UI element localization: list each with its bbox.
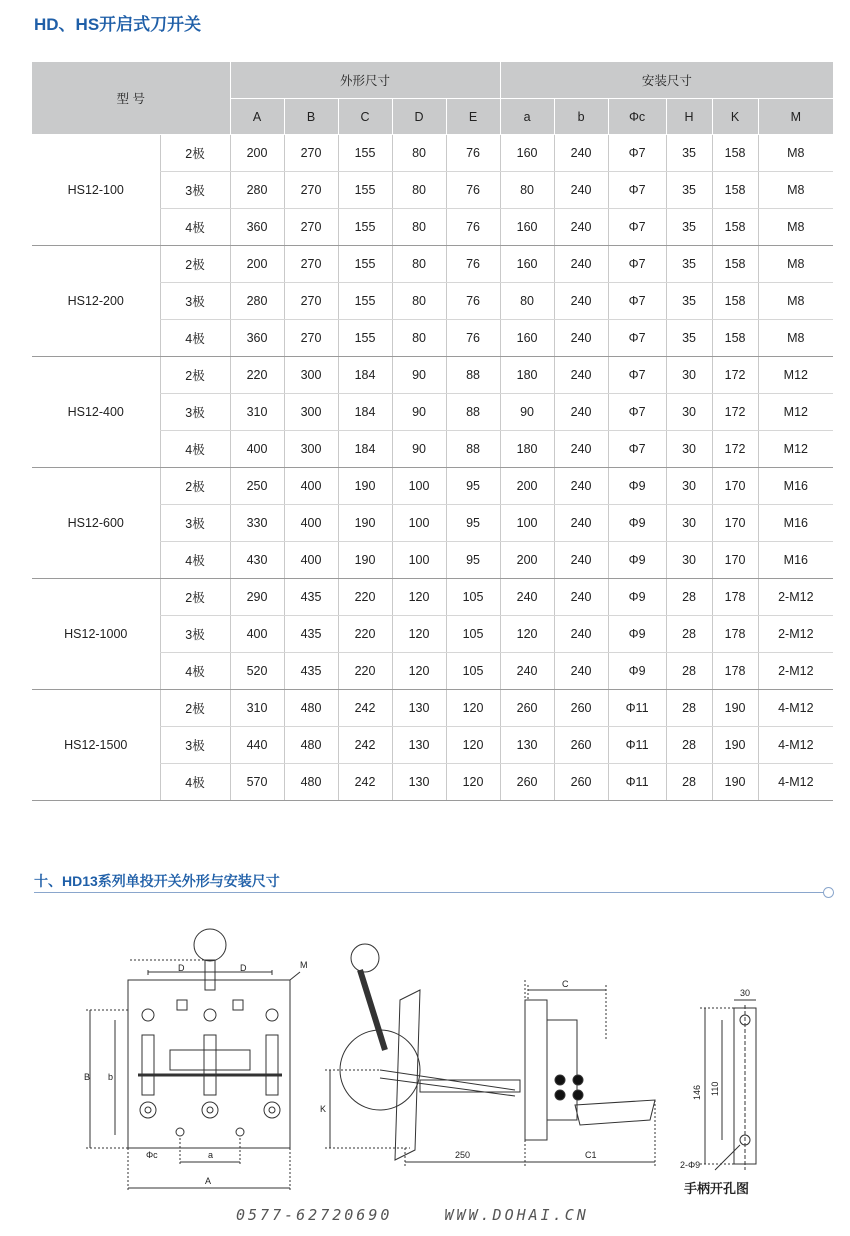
value-cell: Φ7 xyxy=(608,209,666,246)
value-cell: 4-M12 xyxy=(758,727,833,764)
value-cell: Φ11 xyxy=(608,764,666,801)
value-cell: 310 xyxy=(230,690,284,727)
value-cell: 2-M12 xyxy=(758,653,833,690)
value-cell: 400 xyxy=(230,431,284,468)
dim-label-big-b: B xyxy=(84,1072,91,1082)
value-cell: 172 xyxy=(712,431,758,468)
value-cell: 190 xyxy=(338,468,392,505)
pole-cell: 4极 xyxy=(160,764,230,801)
value-cell: 240 xyxy=(554,431,608,468)
dim-label-c: C xyxy=(562,979,569,989)
pole-cell: 2极 xyxy=(160,579,230,616)
dim-label-c1: C1 xyxy=(585,1150,597,1160)
handle-cutout-caption: 手柄开孔图 xyxy=(684,1181,750,1196)
value-cell: 240 xyxy=(500,579,554,616)
value-cell: 95 xyxy=(446,505,500,542)
dim-label-small-b: b xyxy=(108,1072,114,1082)
dim-label-small-a: a xyxy=(208,1150,214,1160)
value-cell: 80 xyxy=(392,135,446,172)
value-cell: 290 xyxy=(230,579,284,616)
model-cell: HS12-200 xyxy=(32,246,160,357)
value-cell: 270 xyxy=(284,209,338,246)
col-header: H xyxy=(666,99,712,135)
value-cell: 220 xyxy=(338,653,392,690)
footer-website: WWW.DOHAI.CN xyxy=(444,1206,589,1224)
value-cell: 76 xyxy=(446,246,500,283)
col-header: b xyxy=(554,99,608,135)
value-cell: 270 xyxy=(284,135,338,172)
value-cell: 30 xyxy=(666,431,712,468)
value-cell: 190 xyxy=(712,764,758,801)
dim-label-d2: D xyxy=(240,963,247,973)
value-cell: 76 xyxy=(446,172,500,209)
value-cell: 190 xyxy=(712,727,758,764)
value-cell: 240 xyxy=(554,542,608,579)
pole-cell: 4极 xyxy=(160,653,230,690)
pole-cell: 4极 xyxy=(160,542,230,579)
value-cell: 30 xyxy=(666,357,712,394)
value-cell: 570 xyxy=(230,764,284,801)
value-cell: 190 xyxy=(338,505,392,542)
table-row xyxy=(32,690,833,727)
dim-label-k: K xyxy=(320,1104,327,1114)
value-cell: 160 xyxy=(500,135,554,172)
value-cell: 35 xyxy=(666,172,712,209)
section-divider xyxy=(34,892,824,893)
value-cell: 270 xyxy=(284,283,338,320)
value-cell: 260 xyxy=(500,764,554,801)
value-cell: 76 xyxy=(446,283,500,320)
value-cell: 160 xyxy=(500,320,554,357)
value-cell: M16 xyxy=(758,542,833,579)
value-cell: 190 xyxy=(338,542,392,579)
value-cell: 76 xyxy=(446,320,500,357)
value-cell: 240 xyxy=(554,579,608,616)
value-cell: 310 xyxy=(230,394,284,431)
dim-label-big-a: A xyxy=(205,1176,212,1186)
value-cell: Φ9 xyxy=(608,653,666,690)
value-cell: Φ9 xyxy=(608,579,666,616)
footer-contact xyxy=(236,1206,629,1224)
dim-label-250: 250 xyxy=(455,1150,471,1160)
value-cell: 100 xyxy=(392,505,446,542)
value-cell: M8 xyxy=(758,246,833,283)
dim-label-holes: 2-Φ9 xyxy=(680,1160,701,1170)
value-cell: M16 xyxy=(758,468,833,505)
value-cell: 360 xyxy=(230,209,284,246)
pole-cell: 2极 xyxy=(160,468,230,505)
value-cell: 130 xyxy=(392,690,446,727)
table-row xyxy=(32,246,833,283)
value-cell: M8 xyxy=(758,172,833,209)
value-cell: 80 xyxy=(392,283,446,320)
value-cell: Φ9 xyxy=(608,542,666,579)
value-cell: Φ11 xyxy=(608,727,666,764)
install-dimensions-header: 安装尺寸 xyxy=(500,62,833,99)
value-cell: 28 xyxy=(666,727,712,764)
table-row xyxy=(32,468,833,505)
value-cell: 200 xyxy=(500,468,554,505)
value-cell: 160 xyxy=(500,209,554,246)
value-cell: 200 xyxy=(500,542,554,579)
value-cell: 170 xyxy=(712,542,758,579)
value-cell: 80 xyxy=(392,209,446,246)
value-cell: 300 xyxy=(284,394,338,431)
value-cell: 180 xyxy=(500,431,554,468)
value-cell: 28 xyxy=(666,616,712,653)
value-cell: 260 xyxy=(554,690,608,727)
col-header: K xyxy=(712,99,758,135)
section-divider-end-circle xyxy=(823,887,834,898)
value-cell: 28 xyxy=(666,690,712,727)
pole-cell: 3极 xyxy=(160,394,230,431)
value-cell: 170 xyxy=(712,468,758,505)
pole-cell: 3极 xyxy=(160,727,230,764)
value-cell: 158 xyxy=(712,246,758,283)
value-cell: 240 xyxy=(554,283,608,320)
value-cell: 35 xyxy=(666,209,712,246)
value-cell: 430 xyxy=(230,542,284,579)
value-cell: 120 xyxy=(392,653,446,690)
value-cell: 120 xyxy=(392,579,446,616)
value-cell: 330 xyxy=(230,505,284,542)
pole-cell: 4极 xyxy=(160,320,230,357)
col-header: A xyxy=(230,99,284,135)
value-cell: 240 xyxy=(554,468,608,505)
value-cell: 30 xyxy=(666,542,712,579)
value-cell: Φ9 xyxy=(608,505,666,542)
model-header: 型 号 xyxy=(32,62,230,135)
value-cell: 240 xyxy=(554,135,608,172)
value-cell: 90 xyxy=(392,357,446,394)
value-cell: 100 xyxy=(392,468,446,505)
value-cell: 80 xyxy=(500,283,554,320)
value-cell: M12 xyxy=(758,357,833,394)
value-cell: 260 xyxy=(554,727,608,764)
table-row xyxy=(32,357,833,394)
value-cell: 95 xyxy=(446,542,500,579)
value-cell: 172 xyxy=(712,357,758,394)
value-cell: Φ7 xyxy=(608,320,666,357)
value-cell: 240 xyxy=(500,653,554,690)
value-cell: 184 xyxy=(338,357,392,394)
value-cell: 435 xyxy=(284,616,338,653)
outer-dimensions-header: 外形尺寸 xyxy=(230,62,500,99)
value-cell: 95 xyxy=(446,468,500,505)
value-cell: M12 xyxy=(758,431,833,468)
value-cell: 130 xyxy=(500,727,554,764)
value-cell: 30 xyxy=(666,505,712,542)
value-cell: 200 xyxy=(230,246,284,283)
pole-cell: 3极 xyxy=(160,172,230,209)
value-cell: 105 xyxy=(446,579,500,616)
dim-label-d1: D xyxy=(178,963,185,973)
value-cell: 520 xyxy=(230,653,284,690)
value-cell: 270 xyxy=(284,246,338,283)
value-cell: 35 xyxy=(666,135,712,172)
col-header: B xyxy=(284,99,338,135)
table-row xyxy=(32,135,833,172)
value-cell: 240 xyxy=(554,505,608,542)
value-cell: 4-M12 xyxy=(758,690,833,727)
value-cell: 300 xyxy=(284,431,338,468)
model-cell: HS12-1000 xyxy=(32,579,160,690)
value-cell: 280 xyxy=(230,283,284,320)
value-cell: 260 xyxy=(554,764,608,801)
dim-label-110: 110 xyxy=(710,1081,720,1096)
value-cell: 120 xyxy=(446,690,500,727)
value-cell: M8 xyxy=(758,209,833,246)
value-cell: 120 xyxy=(446,727,500,764)
value-cell: 4-M12 xyxy=(758,764,833,801)
value-cell: 200 xyxy=(230,135,284,172)
value-cell: 100 xyxy=(392,542,446,579)
value-cell: 90 xyxy=(392,394,446,431)
value-cell: 300 xyxy=(284,357,338,394)
value-cell: 440 xyxy=(230,727,284,764)
value-cell: 178 xyxy=(712,579,758,616)
value-cell: 242 xyxy=(338,764,392,801)
value-cell: 240 xyxy=(554,172,608,209)
value-cell: 120 xyxy=(446,764,500,801)
value-cell: 270 xyxy=(284,172,338,209)
value-cell: 400 xyxy=(284,542,338,579)
model-cell: HS12-100 xyxy=(32,135,160,246)
value-cell: 35 xyxy=(666,320,712,357)
value-cell: 240 xyxy=(554,394,608,431)
footer-phone: 0577-62720690 xyxy=(236,1206,393,1224)
pole-cell: 4极 xyxy=(160,209,230,246)
value-cell: 260 xyxy=(500,690,554,727)
value-cell: M8 xyxy=(758,320,833,357)
pole-cell: 2极 xyxy=(160,690,230,727)
model-cell: HS12-1500 xyxy=(32,690,160,801)
value-cell: 160 xyxy=(500,246,554,283)
value-cell: 240 xyxy=(554,653,608,690)
model-cell: HS12-400 xyxy=(32,357,160,468)
table-row xyxy=(32,579,833,616)
value-cell: 220 xyxy=(338,616,392,653)
value-cell: Φ7 xyxy=(608,135,666,172)
value-cell: 88 xyxy=(446,357,500,394)
col-header: Φc xyxy=(608,99,666,135)
value-cell: 480 xyxy=(284,764,338,801)
pole-cell: 4极 xyxy=(160,431,230,468)
value-cell: 220 xyxy=(230,357,284,394)
value-cell: 155 xyxy=(338,172,392,209)
value-cell: 184 xyxy=(338,431,392,468)
value-cell: Φ7 xyxy=(608,172,666,209)
value-cell: 158 xyxy=(712,135,758,172)
value-cell: 280 xyxy=(230,172,284,209)
value-cell: 360 xyxy=(230,320,284,357)
value-cell: 158 xyxy=(712,320,758,357)
value-cell: 170 xyxy=(712,505,758,542)
value-cell: Φ11 xyxy=(608,690,666,727)
section-title: 十、HD13系列单投开关外形与安装尺寸 xyxy=(34,873,280,889)
value-cell: 120 xyxy=(392,616,446,653)
value-cell: Φ9 xyxy=(608,468,666,505)
value-cell: Φ9 xyxy=(608,616,666,653)
dimension-table xyxy=(32,62,833,801)
value-cell: 270 xyxy=(284,320,338,357)
value-cell: 88 xyxy=(446,431,500,468)
value-cell: 80 xyxy=(392,320,446,357)
value-cell: 2-M12 xyxy=(758,579,833,616)
value-cell: 30 xyxy=(666,394,712,431)
value-cell: M8 xyxy=(758,283,833,320)
value-cell: 28 xyxy=(666,653,712,690)
value-cell: Φ7 xyxy=(608,394,666,431)
value-cell: 220 xyxy=(338,579,392,616)
value-cell: 158 xyxy=(712,172,758,209)
value-cell: 155 xyxy=(338,135,392,172)
pole-cell: 2极 xyxy=(160,135,230,172)
pole-cell: 3极 xyxy=(160,283,230,320)
value-cell: 155 xyxy=(338,320,392,357)
value-cell: 80 xyxy=(392,172,446,209)
value-cell: 155 xyxy=(338,209,392,246)
value-cell: 155 xyxy=(338,283,392,320)
model-cell: HS12-600 xyxy=(32,468,160,579)
value-cell: 180 xyxy=(500,357,554,394)
pole-cell: 2极 xyxy=(160,246,230,283)
value-cell: 190 xyxy=(712,690,758,727)
value-cell: Φ7 xyxy=(608,283,666,320)
value-cell: Φ7 xyxy=(608,246,666,283)
pole-cell: 3极 xyxy=(160,505,230,542)
col-header: E xyxy=(446,99,500,135)
hd13-drawings xyxy=(0,900,850,1200)
value-cell: Φ7 xyxy=(608,431,666,468)
value-cell: 435 xyxy=(284,579,338,616)
value-cell: 178 xyxy=(712,616,758,653)
value-cell: 240 xyxy=(554,616,608,653)
col-header: D xyxy=(392,99,446,135)
value-cell: M12 xyxy=(758,394,833,431)
pole-cell: 2极 xyxy=(160,357,230,394)
value-cell: 172 xyxy=(712,394,758,431)
col-header: a xyxy=(500,99,554,135)
value-cell: 28 xyxy=(666,579,712,616)
value-cell: 242 xyxy=(338,690,392,727)
value-cell: 105 xyxy=(446,616,500,653)
value-cell: 178 xyxy=(712,653,758,690)
value-cell: 35 xyxy=(666,246,712,283)
value-cell: 90 xyxy=(392,431,446,468)
front-view-drawing xyxy=(86,929,300,1192)
handle-cutout-drawing xyxy=(700,1000,756,1170)
dim-label-phi-c: Φc xyxy=(146,1150,158,1160)
col-header: C xyxy=(338,99,392,135)
value-cell: 480 xyxy=(284,690,338,727)
value-cell: 35 xyxy=(666,283,712,320)
value-cell: 90 xyxy=(500,394,554,431)
value-cell: 250 xyxy=(230,468,284,505)
value-cell: 28 xyxy=(666,764,712,801)
value-cell: 76 xyxy=(446,135,500,172)
value-cell: 130 xyxy=(392,727,446,764)
value-cell: 130 xyxy=(392,764,446,801)
value-cell: 100 xyxy=(500,505,554,542)
value-cell: 88 xyxy=(446,394,500,431)
side-view-drawing xyxy=(325,944,655,1168)
value-cell: 158 xyxy=(712,209,758,246)
value-cell: 240 xyxy=(554,357,608,394)
dim-label-146: 146 xyxy=(692,1084,702,1100)
value-cell: 120 xyxy=(500,616,554,653)
value-cell: 435 xyxy=(284,653,338,690)
pole-cell: 3极 xyxy=(160,616,230,653)
value-cell: 400 xyxy=(284,468,338,505)
value-cell: 240 xyxy=(554,209,608,246)
value-cell: 105 xyxy=(446,653,500,690)
value-cell: 184 xyxy=(338,394,392,431)
col-header: M xyxy=(758,99,833,135)
dim-label-m: M xyxy=(300,960,308,970)
value-cell: 400 xyxy=(284,505,338,542)
value-cell: Φ7 xyxy=(608,357,666,394)
value-cell: M16 xyxy=(758,505,833,542)
value-cell: 30 xyxy=(666,468,712,505)
value-cell: 2-M12 xyxy=(758,616,833,653)
value-cell: 76 xyxy=(446,209,500,246)
value-cell: 80 xyxy=(500,172,554,209)
value-cell: M8 xyxy=(758,135,833,172)
value-cell: 240 xyxy=(554,246,608,283)
value-cell: 240 xyxy=(554,320,608,357)
value-cell: 480 xyxy=(284,727,338,764)
value-cell: 80 xyxy=(392,246,446,283)
page-title: HD、HS开启式刀开关 xyxy=(34,15,202,34)
value-cell: 242 xyxy=(338,727,392,764)
dim-label-30: 30 xyxy=(740,988,751,998)
value-cell: 400 xyxy=(230,616,284,653)
value-cell: 155 xyxy=(338,246,392,283)
value-cell: 158 xyxy=(712,283,758,320)
